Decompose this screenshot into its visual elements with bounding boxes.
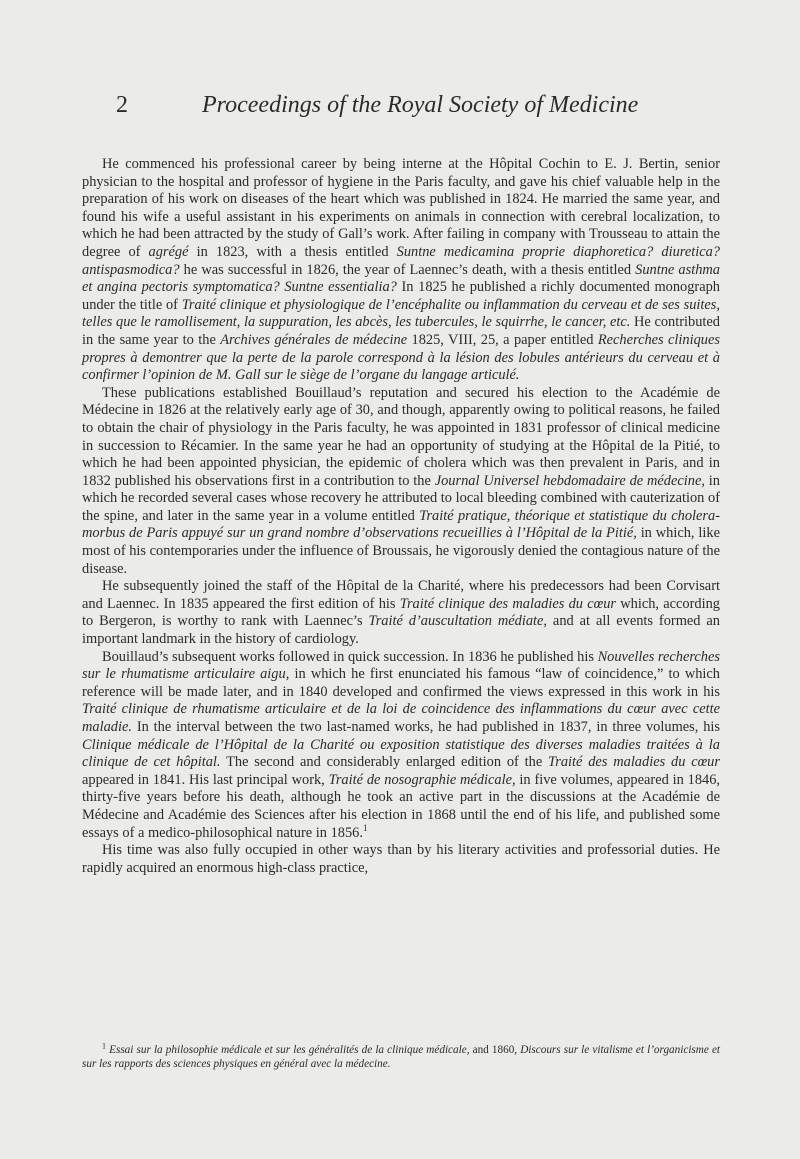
text-run: appeared in 1841. His last principal work,	[82, 771, 329, 788]
italic-title: Archives générales de médecine	[220, 331, 408, 348]
italic-title: Discours sur le vitalisme et l’organicisme et sur les rapports des sciences physiques en général avec la médecine.	[82, 1044, 721, 1071]
text-run: in 1823, with a thesis entitled	[188, 243, 397, 260]
italic-title: Traité pratique, théorique et statistique du cholera-morbus de Paris appuyé sur un grand nombre d’observations recueillies à l’Hôpital de la Pitié,	[82, 507, 720, 542]
text-run: In 1825 he published a richly documented monograph under the title of	[82, 279, 720, 313]
text-run: and 1860,	[469, 1044, 521, 1056]
text-run: The second and considerably enlarged edition of the	[220, 754, 549, 771]
text-run: in five volumes, appeared in 1846, thirty-five years before his death, although he took an active part in the discussions at the Académie de Médecine and Académie des Sciences after his election in 1868 until the end of his life, and published some essays of a medico-philosophical nature in 1856.	[82, 771, 721, 841]
footnote	[82, 1043, 720, 1072]
text-run: His time was also fully occupied in other ways than by his literary activities and professorial duties. He rapidly acquired an enormous high-class practice,	[82, 842, 720, 876]
italic-title: Nouvelles recherches sur le rhumatisme articulaire aigu,	[82, 648, 720, 683]
page-header	[116, 92, 736, 126]
paragraph	[82, 649, 720, 843]
italic-title: Journal Universel hebdomadaire de médecine,	[434, 472, 705, 489]
italic-title: Traité d’auscultation médiate,	[368, 613, 548, 630]
text-run: These publications established Bouillaud’s reputation and secured his election to the Académie de Médecine in 1826 at the relatively early age of 30, and though, apparently owing to political reasons, he failed to obtain the chair of physiology in the Paris faculty, he was appointed in 1831 professor of clinical medicine in succession to Récamier. In the same year he had an opportunity of studying at the Hôpital de la Pitié, to which he had been appointed physician, the epidemic of cholera which was then prevalent in Paris, and in 1832 published his observations first in a contribution to the	[82, 384, 720, 489]
italic-title: Essai sur la philosophie médicale et sur les généralités de la clinique médicale,	[109, 1044, 470, 1056]
text-run: He subsequently joined the staff of the Hôpital de la Charité, where his predecessors had been Corvisart and Laennec. In 1835 appeared the first edition of his	[82, 578, 720, 612]
text-run: 1825, VIII, 25, a paper entitled	[407, 331, 598, 348]
paragraph	[82, 385, 720, 579]
italic-title: Traité clinique des maladies du cœur	[399, 595, 616, 612]
text-run: which, according to Bergeron, is worthy to rank with Laennec’s	[82, 595, 720, 630]
italic-title: Traité de nosographie médicale,	[328, 771, 516, 788]
text-run: Bouillaud’s subsequent works followed in quick succession. In 1836 he published his	[102, 648, 598, 665]
italic-title: diuretica?	[661, 243, 721, 260]
italic-title: Suntne essentialia?	[284, 279, 397, 296]
text-run: in which he recorded several cases whose recovery he attributed to local bleeding combined with cauterization of the spine, and later in the same year in a volume entitled	[82, 472, 721, 524]
italic-title: Clinique médicale de l’Hôpital de la Charité ou exposition statistique des diverses maladies traitées à la clinique de cet hôpital.	[82, 736, 720, 771]
paragraph	[82, 842, 720, 877]
text-run: and at all events formed an important landmark in the history of cardiology.	[82, 613, 720, 648]
italic-title: antispasmodica?	[82, 261, 180, 278]
italic-title: Recherches cliniques propres à demontrer que la perte de la parole correspond à la lésion des lobules antérieurs du cerveau et à confirmer l’opinion de M. Gall sur le siège de l’organe du langage articulé.	[82, 331, 720, 384]
running-title: Proceedings of the Royal Society of Medicine	[202, 92, 639, 118]
italic-title: Traité clinique et physiologique de l’encéphalite ou inflammation du cerveau et de ses suites, telles que le ramollisement, la suppuration, les abcès, les tubercules, le squirrhe, le cancer, etc.	[82, 296, 721, 331]
page-number: 2	[116, 92, 128, 118]
paragraph	[82, 578, 720, 648]
footnote-marker: 1	[102, 1041, 106, 1051]
text-run: he was successful in 1826, the year of Laennec’s death, with a thesis entitled	[179, 261, 636, 278]
italic-title: agrégé	[148, 243, 189, 260]
body-text	[82, 156, 720, 877]
text-run: In the interval between the two last-named works, he had published in 1837, in three volumes, his	[131, 719, 720, 735]
text-run: in which he first enunciated his famous “law of coincidence,” to which reference will be made later, and in 1840 developed and confirmed the views expressed in this work in his	[82, 666, 720, 700]
italic-title: Traité des maladies du cœur	[548, 754, 720, 771]
text-run: He contributed in the same year to the	[82, 314, 720, 348]
text-run: He commenced his professional career by being interne at the Hôpital Cochin to E. J. Bertin, senior physician to the hospital and professor of hygiene in the Paris faculty, and gave his chief valuable help in the preparation of his work on diseases of the heart which was published in 1824. He married the same year, and found his wife a useful assistant in his experiments on animals in connection with cerebral localization, to which he had been attracted by the study of Gall’s work. After failing in company with Trousseau to attain the degree of	[82, 156, 720, 260]
italic-title: Suntne asthma et angina pectoris symptomatica?	[82, 261, 720, 296]
paragraph	[82, 156, 720, 385]
footnote-reference: 1	[362, 822, 368, 833]
italic-title: Traité clinique de rhumatisme articulaire et de la loi de coincidence des inflammations du cœur avec cette maladie.	[82, 701, 720, 735]
italic-title: Suntne medicamina proprie diaphoretica?	[396, 243, 654, 260]
text-run: in which, like most of his contemporaries under the influence of Broussais, he vigorously denied the contagious nature of the disease.	[82, 525, 720, 577]
